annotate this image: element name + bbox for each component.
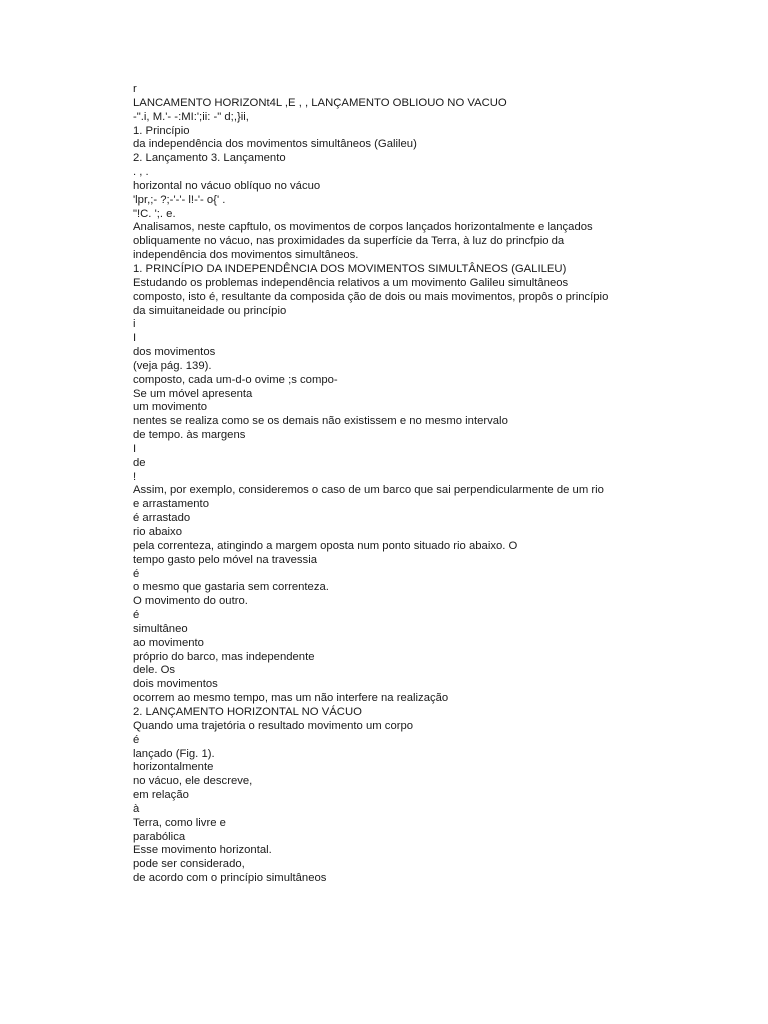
text-line: 1. PRINCÍPIO DA INDEPENDÊNCIA DOS MOVIMENTOS SIMULTÂNEOS (GALILEU) [133,262,567,275]
text-line: dele. Os [133,664,176,677]
text-line: da simuitaneidade ou princípio [133,304,287,317]
text-line: Estudando os problemas independência relativos a um movimento Galileu simultâneos [133,276,569,289]
text-line: Se um móvel apresenta [133,387,253,400]
text-line: composto, cada um-d-o ovime ;s compo- [133,373,338,386]
text-line: (veja pág. 139). [133,359,212,372]
text-line: obliquamente no vácuo, nas proximidades da superfície da Terra, à luz do princfpio da [133,235,565,248]
text-line: 'lpr,;- ?;-'-'- l!-'- o{' . [133,193,226,206]
text-line: . , . [133,166,149,179]
text-line: Quando uma trajetória o resultado movimento um corpo [133,719,414,732]
text-line: próprio do barco, mas independente [133,650,315,663]
text-line: um movimento [133,401,208,414]
text-line: é [133,567,140,580]
text-line: da independência dos movimentos simultâneos (Galileu) [133,138,417,151]
text-line: é arrastado [133,512,191,525]
text-line: horizontal no vácuo oblíquo no vácuo [133,179,321,192]
text-line: Esse movimento horizontal. [133,844,272,857]
text-line: ocorrem ao mesmo tempo, mas um não interfere na realização [133,692,449,705]
text-line: I [133,332,137,345]
text-line: ao movimento [133,636,204,649]
text-line: simultâneo [133,622,188,635]
text-line: tempo gasto pelo móvel na travessia [133,553,317,566]
text-line: 1. Princípio [133,124,190,137]
text-line: pode ser considerado, [133,858,245,871]
text-line: parabólica [133,830,186,843]
text-line: i [133,318,136,331]
text-line: o mesmo que gastaria sem correnteza. [133,581,329,594]
text-line: ! [133,470,137,483]
text-line: -".i, M.'- -:MI:';ii: -" d;,}ii, [133,110,249,123]
text-line: e arrastamento [133,498,209,511]
document-text [133,83,753,886]
text-line: é [133,733,140,746]
text-line: "!C. ';. e. [133,207,176,220]
text-line: de [133,456,146,469]
text-line: independência dos movimentos simultâneos. [133,249,359,262]
text-line: 2. LANÇAMENTO HORIZONTAL NO VÁCUO [133,705,362,718]
text-line: nentes se realiza como se os demais não existissem e no mesmo intervalo [133,415,508,428]
text-line: dos movimentos [133,346,216,359]
text-line: Analisamos, neste capftulo, os movimentos de corpos lançados horizontalmente e lançados [133,221,593,234]
text-line: horizontalmente [133,761,214,774]
text-line: lançado (Fig. 1). [133,747,215,760]
text-line: em relação [133,789,189,802]
text-line: dois movimentos [133,678,218,691]
text-line: LANCAMENTO HORIZONt4L ,E , , LANÇAMENTO OBLIOUO NO VACUO [133,96,507,109]
text-line: I [133,442,137,455]
text-line: no vácuo, ele descreve, [133,775,253,788]
text-line: pela correnteza, atingindo a margem oposta num ponto situado rio abaixo. O [133,539,518,552]
text-line: é [133,609,140,622]
text-line: Assim, por exemplo, consideremos o caso de um barco que sai perpendicularmente de um rio [133,484,604,497]
text-line: 2. Lançamento 3. Lançamento [133,152,286,165]
text-line: Terra, como livre e [133,816,226,829]
text-line: r [133,83,137,95]
text-line: O movimento do outro. [133,595,248,608]
text-line: à [133,802,140,815]
text-line: composto, isto é, resultante da composida ção de dois ou mais movimentos, propôs o princípio [133,290,609,303]
text-line: rio abaixo [133,526,182,538]
text-line: de tempo. às margens [133,429,246,442]
text-line: de acordo com o princípio simultâneos [133,872,327,885]
